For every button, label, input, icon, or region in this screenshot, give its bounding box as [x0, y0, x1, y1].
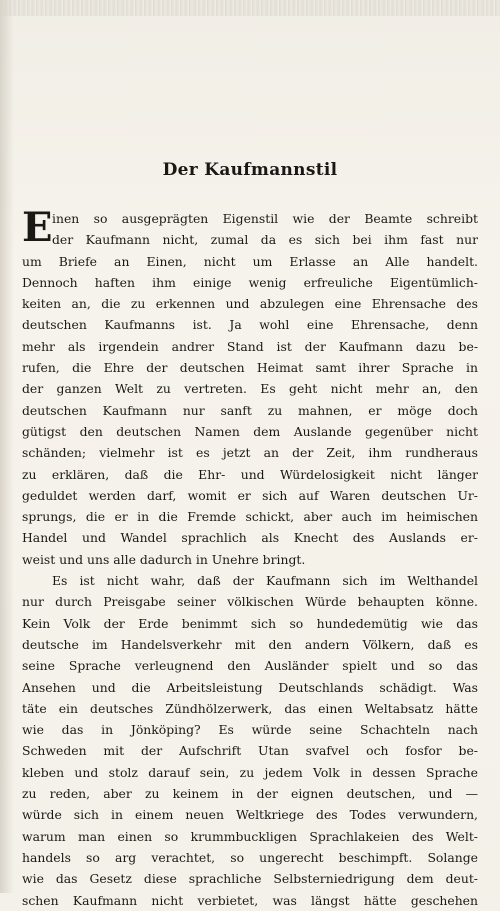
text-line: der Kaufmann nicht, zumal da es sich bei ihm fast nur [52, 232, 478, 248]
text-line: nur durch Preisgabe seiner völkischen Würde behaupten könne. [22, 594, 478, 610]
text-line: handels so arg verachtet, so ungerecht beschimpft. Solange [22, 849, 478, 865]
body-text [22, 204, 478, 911]
text-line: keiten an, die zu erkennen und abzulegen eine Ehrensache des [22, 296, 478, 312]
text-line: rufen, die Ehre der deutschen Heimat samt ihrer Sprache in [22, 360, 478, 376]
text-line: gütigst den deutschen Namen dem Auslande gegenüber nicht [22, 423, 478, 439]
chapter-title: Der Kaufmannstil [162, 160, 338, 180]
text-line: würde sich in einem neuen Weltkriege des Todes verwundern, [22, 807, 478, 823]
page-gutter-shadow [0, 0, 14, 893]
text-line: Ansehen und die Arbeitsleistung Deutschlands schädigt. Was [22, 679, 478, 695]
text-line: geduldet werden darf, womit er sich auf Waren deutschen Ur- [22, 487, 478, 503]
page-top-edge [0, 0, 500, 16]
text-line: warum man einen so krummbuckligen Sprachlakeien des Welt- [22, 828, 478, 844]
text-line: wie das Gesetz diese sprachliche Selbsterniedrigung dem deut- [22, 871, 478, 887]
text-line: mehr als irgendein andrer Stand ist der Kaufmann dazu be- [22, 338, 478, 354]
text-line: wie das in Jönköping? Es würde seine Schachteln nach [22, 722, 478, 738]
text-line: deutsche im Handelsverkehr mit den andern Völkern, daß es [22, 636, 478, 652]
text-line: Schweden mit der Aufschrift Utan svafvel och fosfor be- [22, 743, 478, 759]
text-line: schen Kaufmann nicht verbietet, was längst hätte geschehen [22, 892, 478, 908]
text-line: zu erklären, daß die Ehr- und Würdelosigkeit nicht länger [22, 466, 478, 482]
drop-cap: E [22, 204, 53, 251]
text-line: kleben und stolz darauf sein, zu jedem Volk in dessen Sprache [22, 764, 478, 780]
text-line: um Briefe an Einen, nicht um Erlasse an Alle handelt. [22, 253, 478, 269]
text-line: der ganzen Welt zu vertreten. Es geht nicht mehr an, den [22, 381, 478, 397]
text-line: Dennoch haften ihm einige wenig erfreuliche Eigentümlich- [22, 274, 478, 290]
text-line: schänden; vielmehr ist es jetzt an der Zeit, ihm rundheraus [22, 445, 478, 461]
text-line: Handel und Wandel sprachlich als Knecht des Auslands er- [22, 530, 478, 546]
text-line: weist und uns alle dadurch in Unehre bringt. [22, 551, 306, 567]
text-line: deutschen Kaufmann nur sanft zu mahnen, er möge doch [22, 402, 478, 418]
text-line: Es ist nicht wahr, daß der Kaufmann sich im Welthandel [52, 573, 478, 589]
text-line: Kein Volk der Erde benimmt sich so hundedemütig wie das [22, 615, 478, 631]
text-line: sprungs, die er in die Fremde schickt, aber auch im heimischen [22, 509, 478, 525]
text-line: täte ein deutsches Zündhölzerwerk, das einen Weltabsatz hätte [22, 700, 478, 716]
text-line: inen so ausgeprägten Eigenstil wie der Beamte schreibt [52, 211, 478, 226]
text-line: zu reden, aber zu keinem in der eignen deutschen, und — [22, 786, 478, 802]
text-line: deutschen Kaufmanns ist. Ja wohl eine Ehrensache, denn [22, 317, 478, 333]
text-line: seine Sprache verleugnend den Ausländer spielt und so das [22, 658, 478, 674]
